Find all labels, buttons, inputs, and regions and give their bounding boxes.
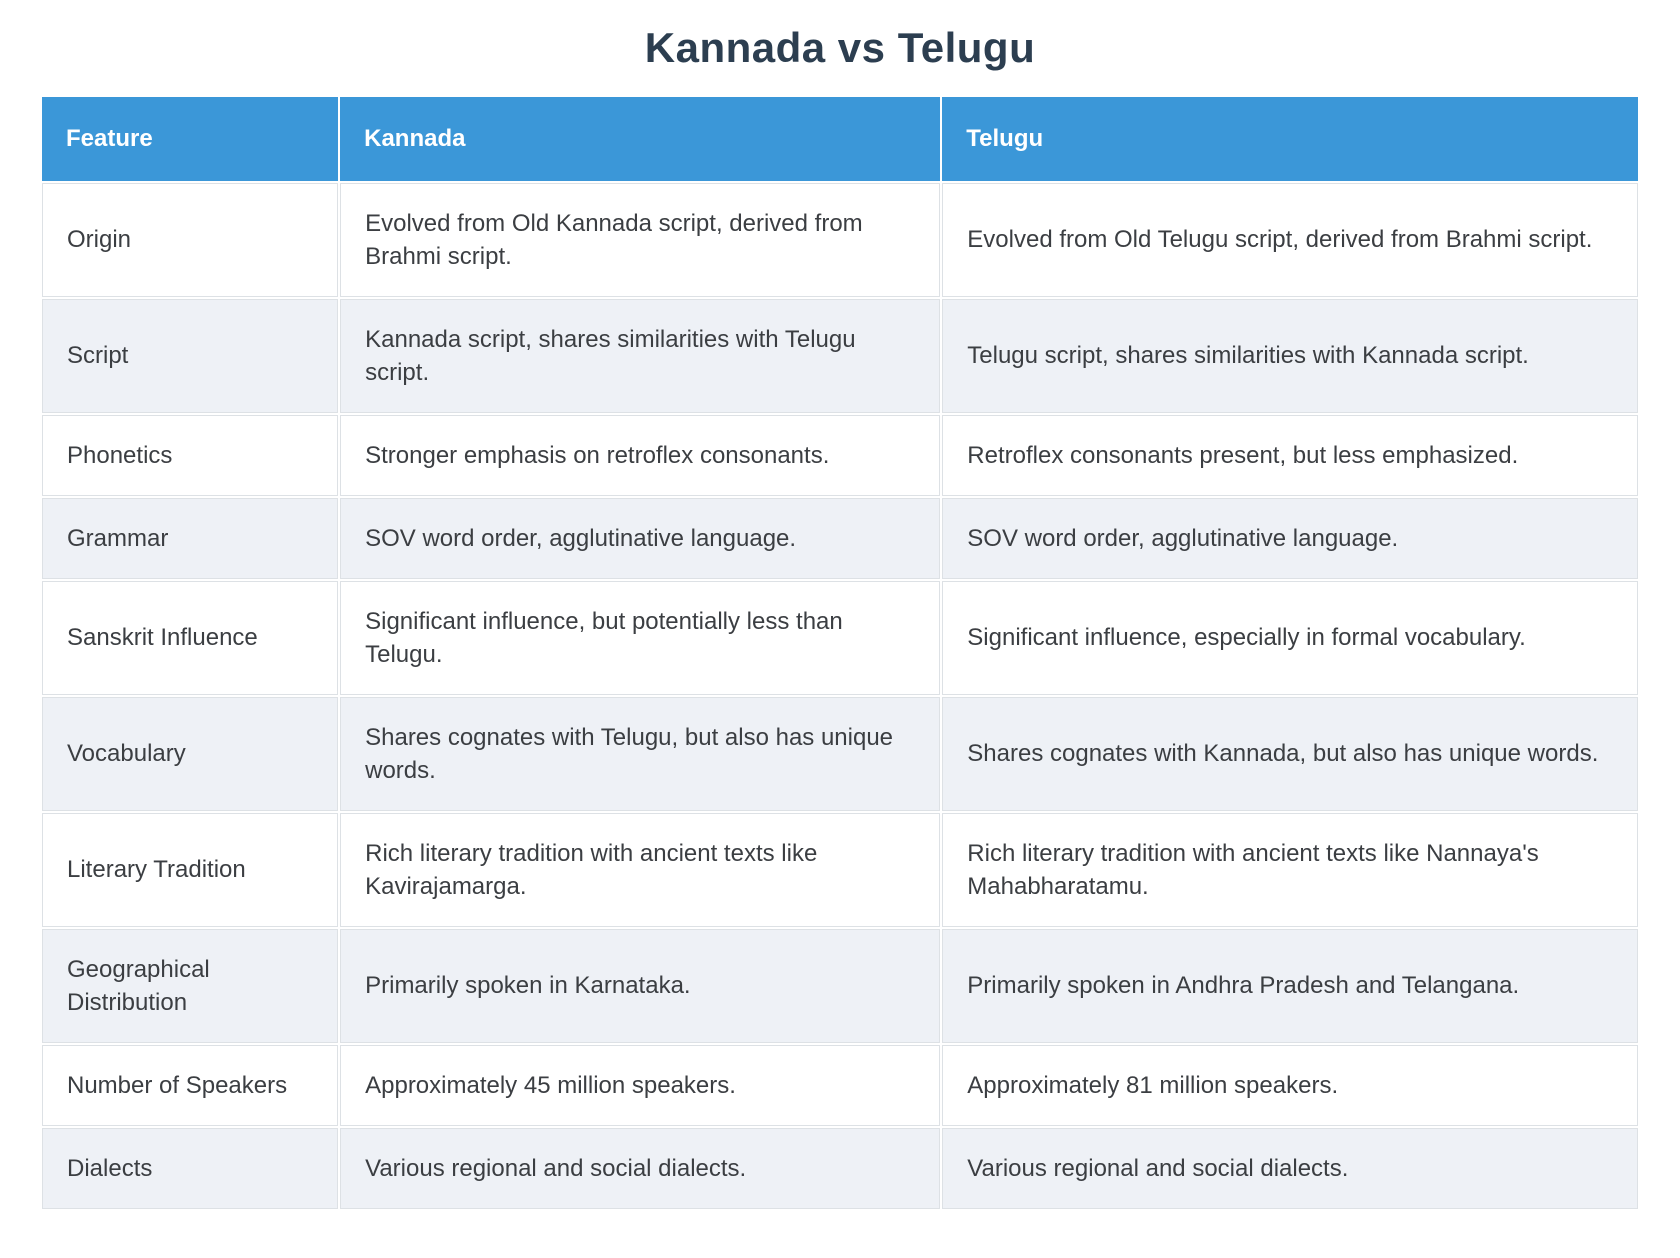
table-row	[42, 415, 1638, 496]
table-row	[42, 581, 1638, 695]
telugu-cell: Approximately 81 million speakers.	[942, 1045, 1638, 1126]
kannada-cell: Evolved from Old Kannada script, derived from Brahmi script.	[340, 183, 940, 297]
table-row	[42, 183, 1638, 297]
feature-cell: Sanskrit Influence	[42, 581, 338, 695]
telugu-cell: Various regional and social dialects.	[942, 1128, 1638, 1209]
table-row	[42, 929, 1638, 1043]
kannada-cell: Primarily spoken in Karnataka.	[340, 929, 940, 1043]
feature-cell: Origin	[42, 183, 338, 297]
telugu-cell: SOV word order, agglutinative language.	[942, 498, 1638, 579]
page	[0, 22, 1680, 1258]
feature-cell: Grammar	[42, 498, 338, 579]
table-row	[42, 299, 1638, 413]
column-header-telugu: Telugu	[942, 97, 1638, 181]
feature-cell: Phonetics	[42, 415, 338, 496]
kannada-cell: Stronger emphasis on retroflex consonants.	[340, 415, 940, 496]
header-row	[42, 97, 1638, 181]
kannada-cell: Approximately 45 million speakers.	[340, 1045, 940, 1126]
telugu-cell: Telugu script, shares similarities with Kannada script.	[942, 299, 1638, 413]
comparison-table	[40, 95, 1640, 1211]
feature-cell: Literary Tradition	[42, 813, 338, 927]
table-row	[42, 697, 1638, 811]
telugu-cell: Shares cognates with Kannada, but also has unique words.	[942, 697, 1638, 811]
feature-cell: Dialects	[42, 1128, 338, 1209]
table-row	[42, 1045, 1638, 1126]
feature-cell: Geographical Distribution	[42, 929, 338, 1043]
telugu-cell: Rich literary tradition with ancient texts like Nannaya's Mahabharatamu.	[942, 813, 1638, 927]
telugu-cell: Evolved from Old Telugu script, derived from Brahmi script.	[942, 183, 1638, 297]
kannada-cell: SOV word order, agglutinative language.	[340, 498, 940, 579]
kannada-cell: Shares cognates with Telugu, but also has unique words.	[340, 697, 940, 811]
telugu-cell: Primarily spoken in Andhra Pradesh and Telangana.	[942, 929, 1638, 1043]
table-body	[42, 183, 1638, 1209]
page-title: Kannada vs Telugu	[644, 24, 1036, 71]
table-row	[42, 498, 1638, 579]
kannada-cell: Various regional and social dialects.	[340, 1128, 940, 1209]
table-row	[42, 1128, 1638, 1209]
table-row	[42, 813, 1638, 927]
telugu-cell: Retroflex consonants present, but less emphasized.	[942, 415, 1638, 496]
column-header-feature: Feature	[42, 97, 338, 181]
feature-cell: Script	[42, 299, 338, 413]
kannada-cell: Rich literary tradition with ancient texts like Kavirajamarga.	[340, 813, 940, 927]
feature-cell: Vocabulary	[42, 697, 338, 811]
kannada-cell: Kannada script, shares similarities with Telugu script.	[340, 299, 940, 413]
kannada-cell: Significant influence, but potentially less than Telugu.	[340, 581, 940, 695]
feature-cell: Number of Speakers	[42, 1045, 338, 1126]
telugu-cell: Significant influence, especially in formal vocabulary.	[942, 581, 1638, 695]
column-header-kannada: Kannada	[340, 97, 940, 181]
